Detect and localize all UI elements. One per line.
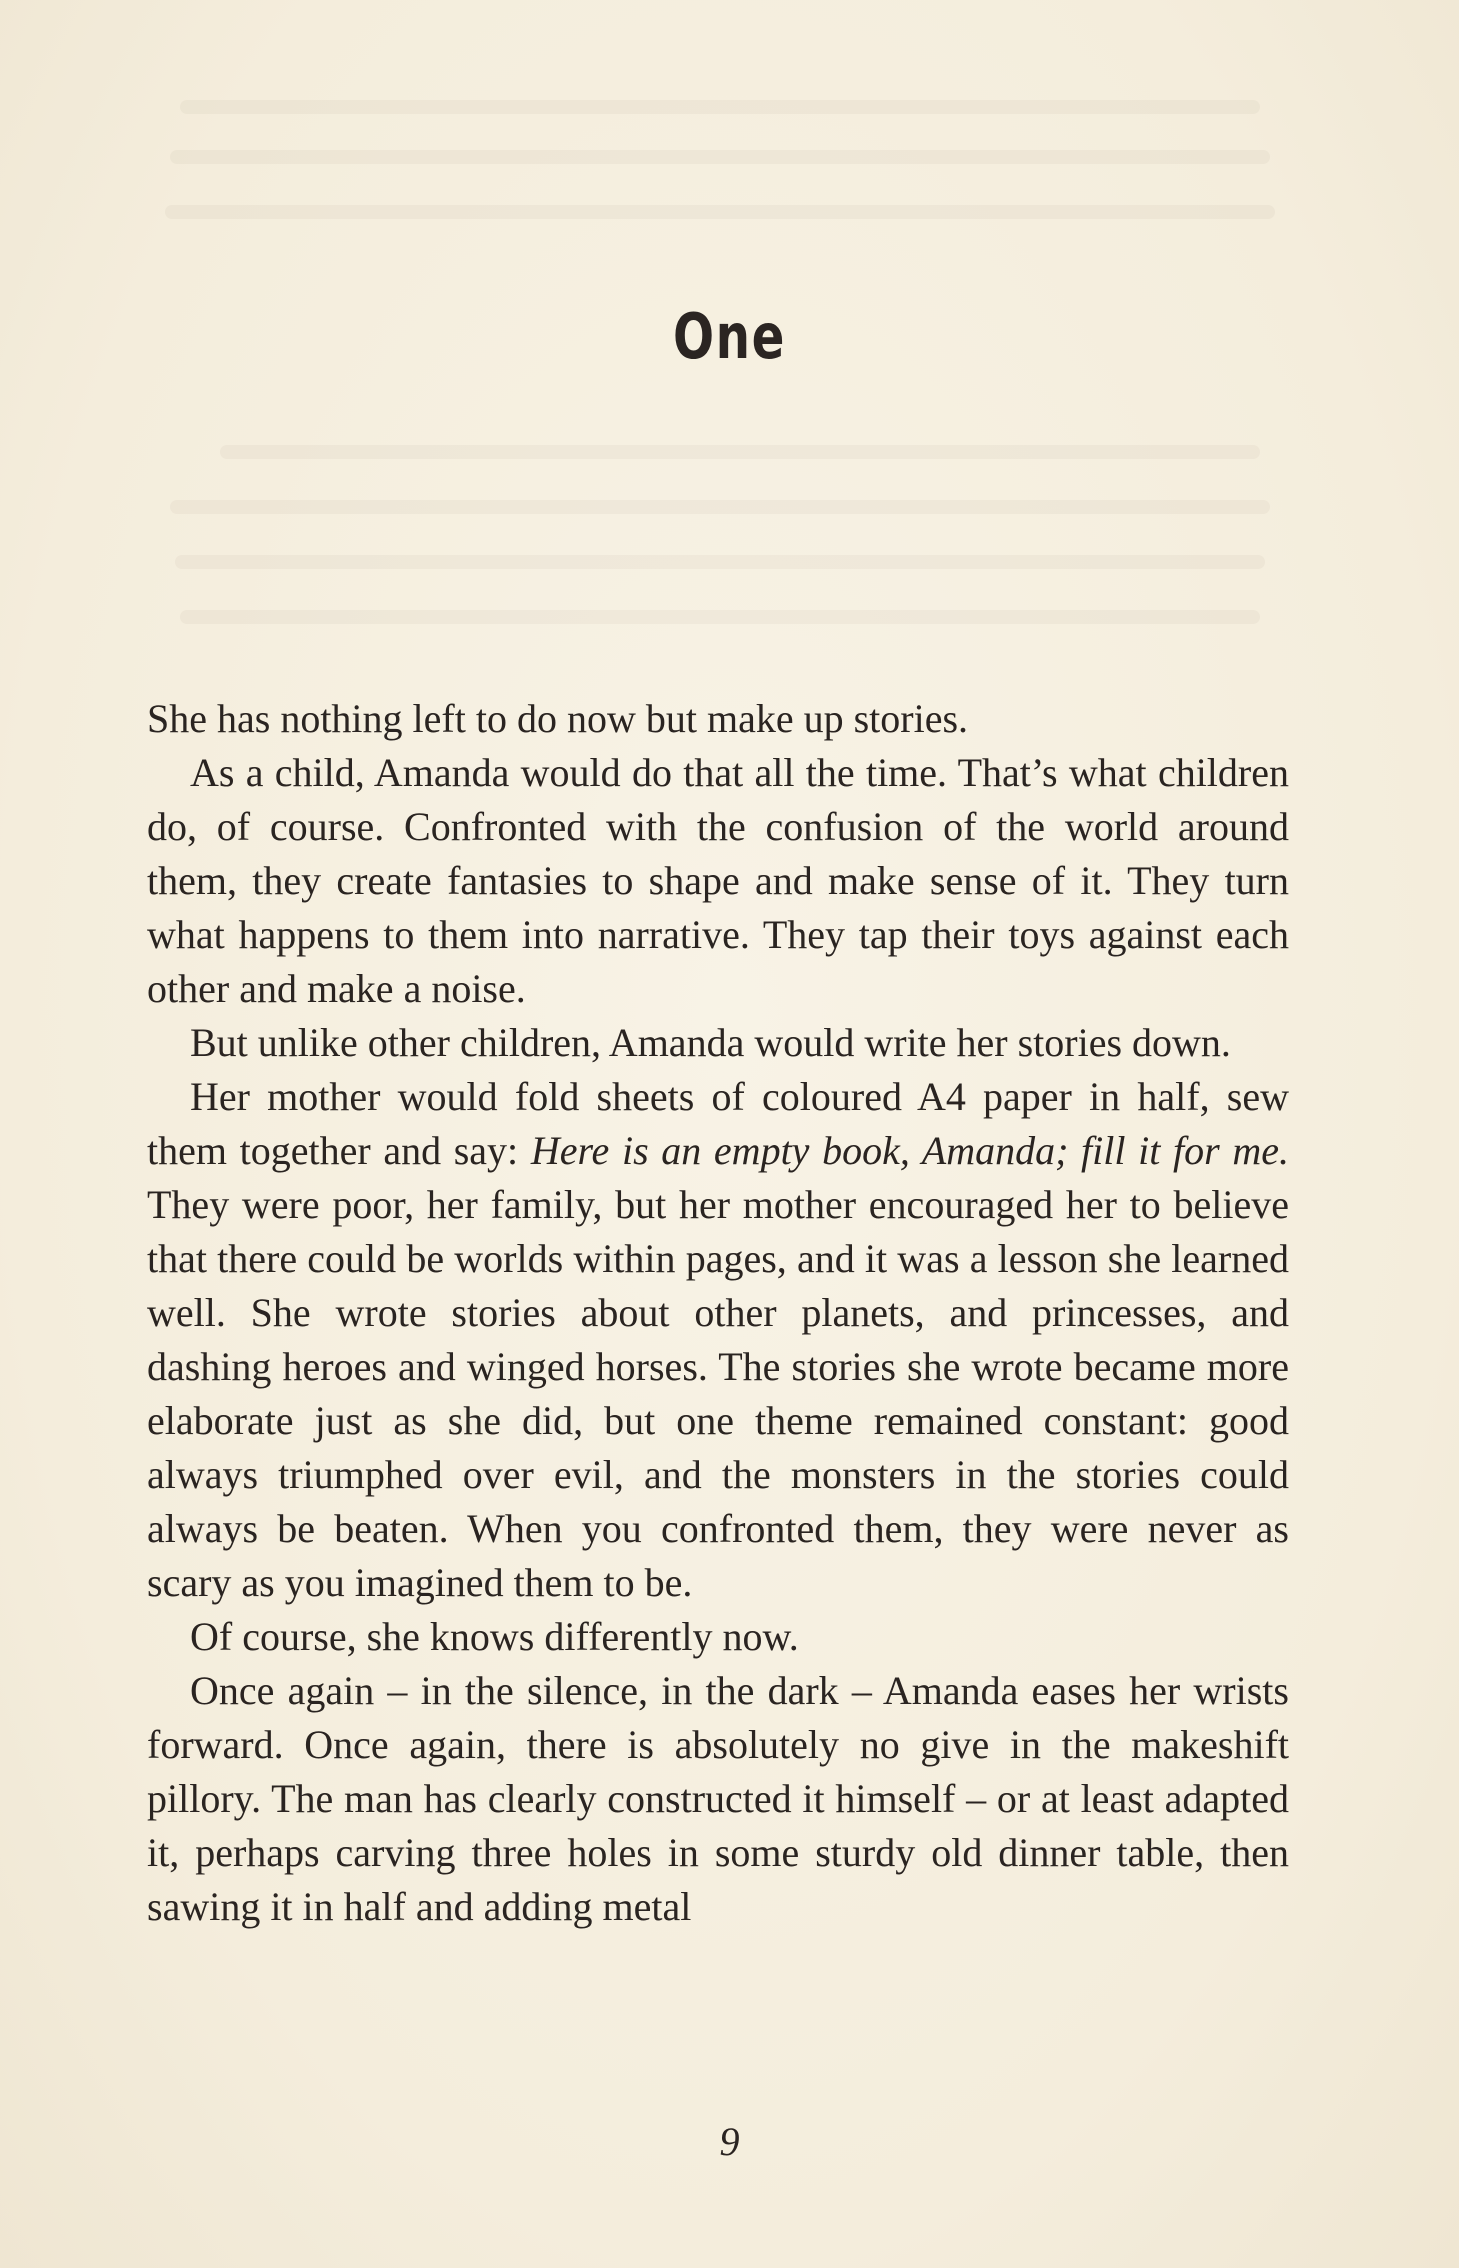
show-through-line: [170, 500, 1270, 514]
paragraph: Of course, she knows differently now.: [190, 1614, 799, 1659]
show-through-line: [180, 100, 1260, 114]
show-through-line: [180, 610, 1260, 624]
page-number: 9: [719, 2119, 740, 2164]
paragraph: [147, 1070, 1289, 1610]
paragraph: But unlike other children, Amanda would write her stories down.: [190, 1020, 1231, 1065]
show-through-line: [165, 205, 1275, 219]
paragraph-text: They were poor, her family, but her mother encouraged her to believe that there could be worlds within pages, and it was a lesson she learned well. She wrote stories about other planets, and princesses, and dashing heroes and winged horses. The stories she wrote became more elaborate just as she did, but one theme remained constant: good always triumphed over evil, and the monsters in the stories could always be beaten. When you confronted them, they were never as scary as you imagined them to be.: [147, 1182, 1289, 1605]
chapter-body: [147, 692, 1289, 1934]
paragraph: Once again – in the silence, in the dark – Amanda eases her wrists forward. Once again, there is absolutely no give in the makeshift pillory. The man has clearly constructed it himself – or at least adapted it, perhaps carving three holes in some sturdy old dinner table, then sawing it in half and adding metal: [147, 1668, 1289, 1929]
chapter-title: One: [672, 300, 787, 373]
italic-quote: Here is an empty book, Amanda; fill it for me.: [530, 1128, 1289, 1173]
paragraph: As a child, Amanda would do that all the time. That’s what children do, of course. Confronted with the confusion of the world around them, they create fantasies to shape and make sense of it. They turn what happens to them into narrative. They tap their toys against each other and make a noise.: [147, 750, 1289, 1011]
show-through-line: [170, 150, 1270, 164]
paragraph: She has nothing left to do now but make up stories.: [147, 696, 969, 741]
show-through-line: [220, 445, 1260, 459]
paragraph-text: Her mother would fold sheets of coloured A4 paper in half, sew them together and say:: [147, 1074, 1289, 1173]
show-through-line: [175, 555, 1265, 569]
